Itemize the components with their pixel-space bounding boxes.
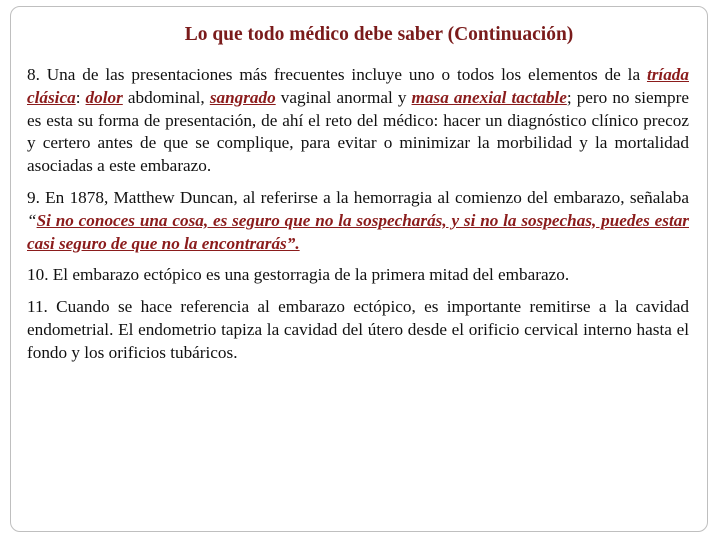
p8-text-3: abdominal, bbox=[122, 87, 210, 107]
paragraph-8 bbox=[27, 64, 689, 178]
p8-text-5: ; pero no siempre es esta su forma de presentación, de ahí el reto del médico: hacer un diagnóstico clínico precoz y certero antes de que se complique, para evitar o minimizar la morbilidad y la mortalidad asociadas a este embarazo. bbox=[27, 87, 689, 176]
paragraph-11: 11. Cuando se hace referencia al embarazo ectópico, es importante remitirse a la cavidad endometrial. El endometrio tapiza la cavidad del útero desde el orificio cervical interno hasta el fondo y los orificios tubáricos. bbox=[27, 297, 689, 362]
paragraph-9 bbox=[27, 187, 689, 255]
content-body bbox=[27, 64, 689, 365]
p8-text-1: 8. Una de las presentaciones más frecuentes incluye uno o todos los elementos de la bbox=[27, 65, 647, 84]
p8-text-2: : bbox=[75, 87, 86, 107]
duncan-quote: Si no conoces una cosa, es seguro que no la sospecharás, y si no la sospechas, puedes estar casi seguro de que no la encontrarás”. bbox=[27, 210, 689, 253]
keyword-dolor: dolor bbox=[85, 87, 123, 107]
keyword-sangrado: sangrado bbox=[209, 87, 276, 107]
p9-text-1: 9. En 1878, Matthew Duncan, al referirse a la hemorragia al comienzo del embarazo, señalaba bbox=[27, 187, 689, 207]
keyword-triada-clasica: tríada clásica bbox=[27, 65, 689, 107]
paragraph-10: 10. El embarazo ectópico es una gestorragia de la primera mitad del embarazo. bbox=[27, 265, 570, 285]
page-title: Lo que todo médico debe saber (Continuación) bbox=[184, 24, 574, 45]
p9-open-quote: “ bbox=[27, 210, 37, 230]
p8-text-4: vaginal anormal y bbox=[275, 87, 412, 107]
keyword-masa-anexial: masa anexial tactable bbox=[411, 87, 567, 107]
